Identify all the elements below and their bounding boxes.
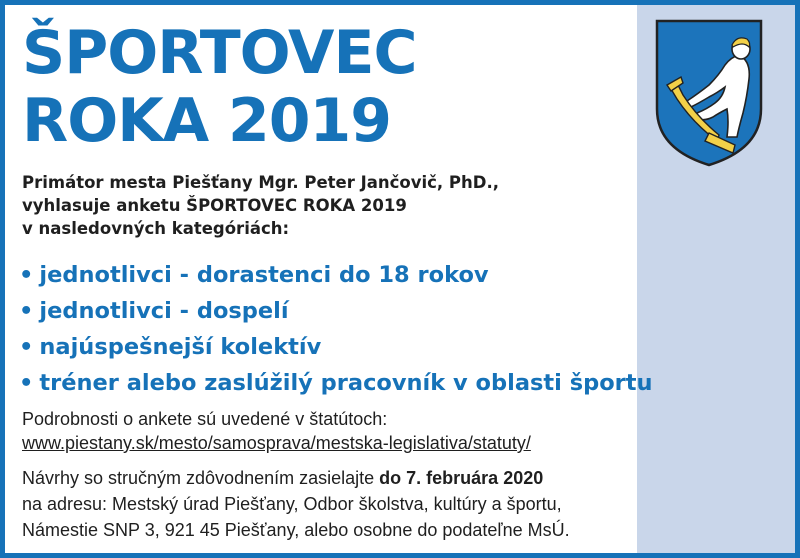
intro-line-1: Primátor mesta Piešťany Mgr. Peter Jančovič, PhD., xyxy=(22,173,500,192)
intro-line-3: v nasledovných kategóriách: xyxy=(22,219,290,238)
bullet-icon: • xyxy=(19,334,34,360)
title-line-2: ROKA 2019 xyxy=(22,86,392,156)
title-line-1: ŠPORTOVEC xyxy=(22,18,417,88)
proposals-line-1 xyxy=(22,465,570,491)
details-block xyxy=(22,407,531,455)
bullet-icon: • xyxy=(19,298,34,324)
piestany-coat-of-arms-icon xyxy=(653,17,765,169)
bullet-icon: • xyxy=(19,262,34,288)
category-label: jednotlivci - dorastenci do 18 rokov xyxy=(39,262,489,288)
category-list xyxy=(19,257,653,401)
category-item xyxy=(19,329,653,365)
proposals-block xyxy=(22,465,570,543)
category-label: jednotlivci - dospelí xyxy=(39,298,289,324)
page-title xyxy=(22,19,416,155)
proposals-text: Návrhy so stručným zdôvodnením zasielajte xyxy=(22,468,380,488)
proposals-line-2: na adresu: Mestský úrad Piešťany, Odbor školstva, kultúry a športu, xyxy=(22,494,562,514)
proposals-line-3: Námestie SNP 3, 921 45 Piešťany, alebo osobne do podateľne MsÚ. xyxy=(22,520,570,540)
statutes-link[interactable]: www.piestany.sk/mesto/samosprava/mestska-legislativa/statuty/ xyxy=(22,433,531,453)
details-text: Podrobnosti o ankete sú uvedené v štatútoch: xyxy=(22,409,388,429)
category-label: tréner alebo zaslúžilý pracovník v oblasti športu xyxy=(39,370,653,396)
intro-text xyxy=(22,171,499,240)
deadline-date: do 7. februára 2020 xyxy=(379,468,544,488)
intro-line-2: vyhlasuje anketu ŠPORTOVEC ROKA 2019 xyxy=(22,196,407,215)
bullet-icon: • xyxy=(19,370,34,396)
category-item xyxy=(19,365,653,401)
category-item xyxy=(19,257,653,293)
category-item xyxy=(19,293,653,329)
category-label: najúspešnejší kolektív xyxy=(39,334,322,360)
